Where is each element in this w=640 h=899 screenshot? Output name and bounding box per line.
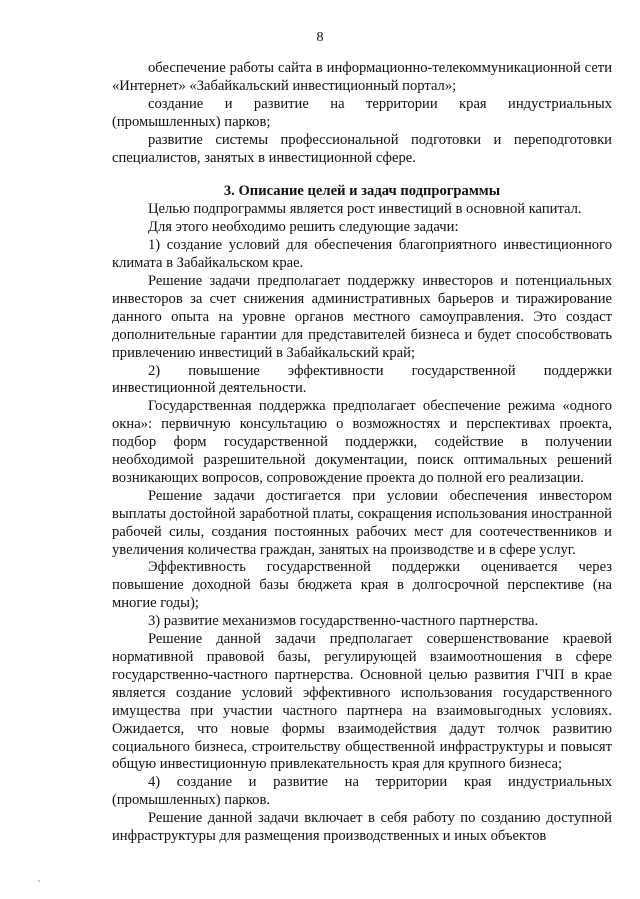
paragraph: развитие системы профессиональной подготовки и переподготовки специалистов, занятых в инвестиционной сфере. xyxy=(112,131,612,166)
paragraph: Решение данной задачи включает в себя работу по созданию доступной инфраструктуры для размещения производственных и иных объектов xyxy=(112,810,612,845)
paragraph: 2) повышение эффективности государственной поддержки инвестиционной деятельности. xyxy=(112,362,612,397)
page-number: 8 xyxy=(316,30,324,45)
paragraph: обеспечение работы сайта в информационно-телекоммуникационной сети «Интернет» «Забайкальский инвестиционный портал»; xyxy=(112,60,612,94)
paragraph: Государственная поддержка предполагает обеспечение режима «одного окна»: первичную консультацию о возможностях и перспективах проекта, подбор форм государственной поддержки, содействие в получении необходимой разрешительной документации, поиск оптимальных решений возникающих вопросов, сопровождение проекта до полной его реализации. xyxy=(112,398,612,486)
paragraph: создание и развитие на территории края индустриальных (промышленных) парков; xyxy=(112,95,612,130)
paragraph: Целью подпрограммы является рост инвестиций в основной капитал. xyxy=(148,201,582,218)
paragraph: Эффективность государственной поддержки оценивается через повышение доходной базы бюджета края в долгосрочной перспективе (на многие годы); xyxy=(112,559,612,612)
paragraph: Решение данной задачи предполагает совершенствование краевой нормативной правовой базы, регулирующей взаимоотношения в сфере государственно-частного партнерства. Основной целью развития ГЧП в крае является создание условий эффективного использования государственного имущества при участии частного партнера на взаимовыгодных условиях. Ожидается, что новые формы взаимодействия дадут толчок развитию социального бизнеса, строительству общественной инфраструктуры и повысят общую инвестиционную привлекательность края для крупного бизнеса; xyxy=(112,631,612,773)
paragraph: Решение задачи предполагает поддержку инвесторов и потенциальных инвесторов за счет снижения административных барьеров и тиражирование данного опыта на уровне органов местного самоуправления. Это создаст дополнительные гарантии для представителей бизнеса и будет способствовать привлечению инвестиций в Забайкальский край; xyxy=(112,272,612,361)
document-body xyxy=(112,60,612,846)
paragraph: 1) создание условий для обеспечения благоприятного инвестиционного климата в Забайкальском крае. xyxy=(112,237,612,272)
paragraph: Для этого необходимо решить следующие задачи: xyxy=(148,219,459,236)
paragraph: 4) создание и развитие на территории края индустриальных (промышленных) парков. xyxy=(112,774,612,809)
scan-speck xyxy=(38,880,40,882)
section-heading: 3. Описание целей и задач подпрограммы xyxy=(223,183,501,200)
paragraph: 3) развитие механизмов государственно-частного партнерства. xyxy=(148,613,539,630)
paragraph: Решение задачи достигается при условии обеспечения инвестором выплаты достойной заработной платы, сокращения использования иностранной рабочей силы, создания постоянных рабочих мест для соотечественников и увеличения количества граждан, занятых на производстве и в сфере услуг. xyxy=(112,487,612,558)
